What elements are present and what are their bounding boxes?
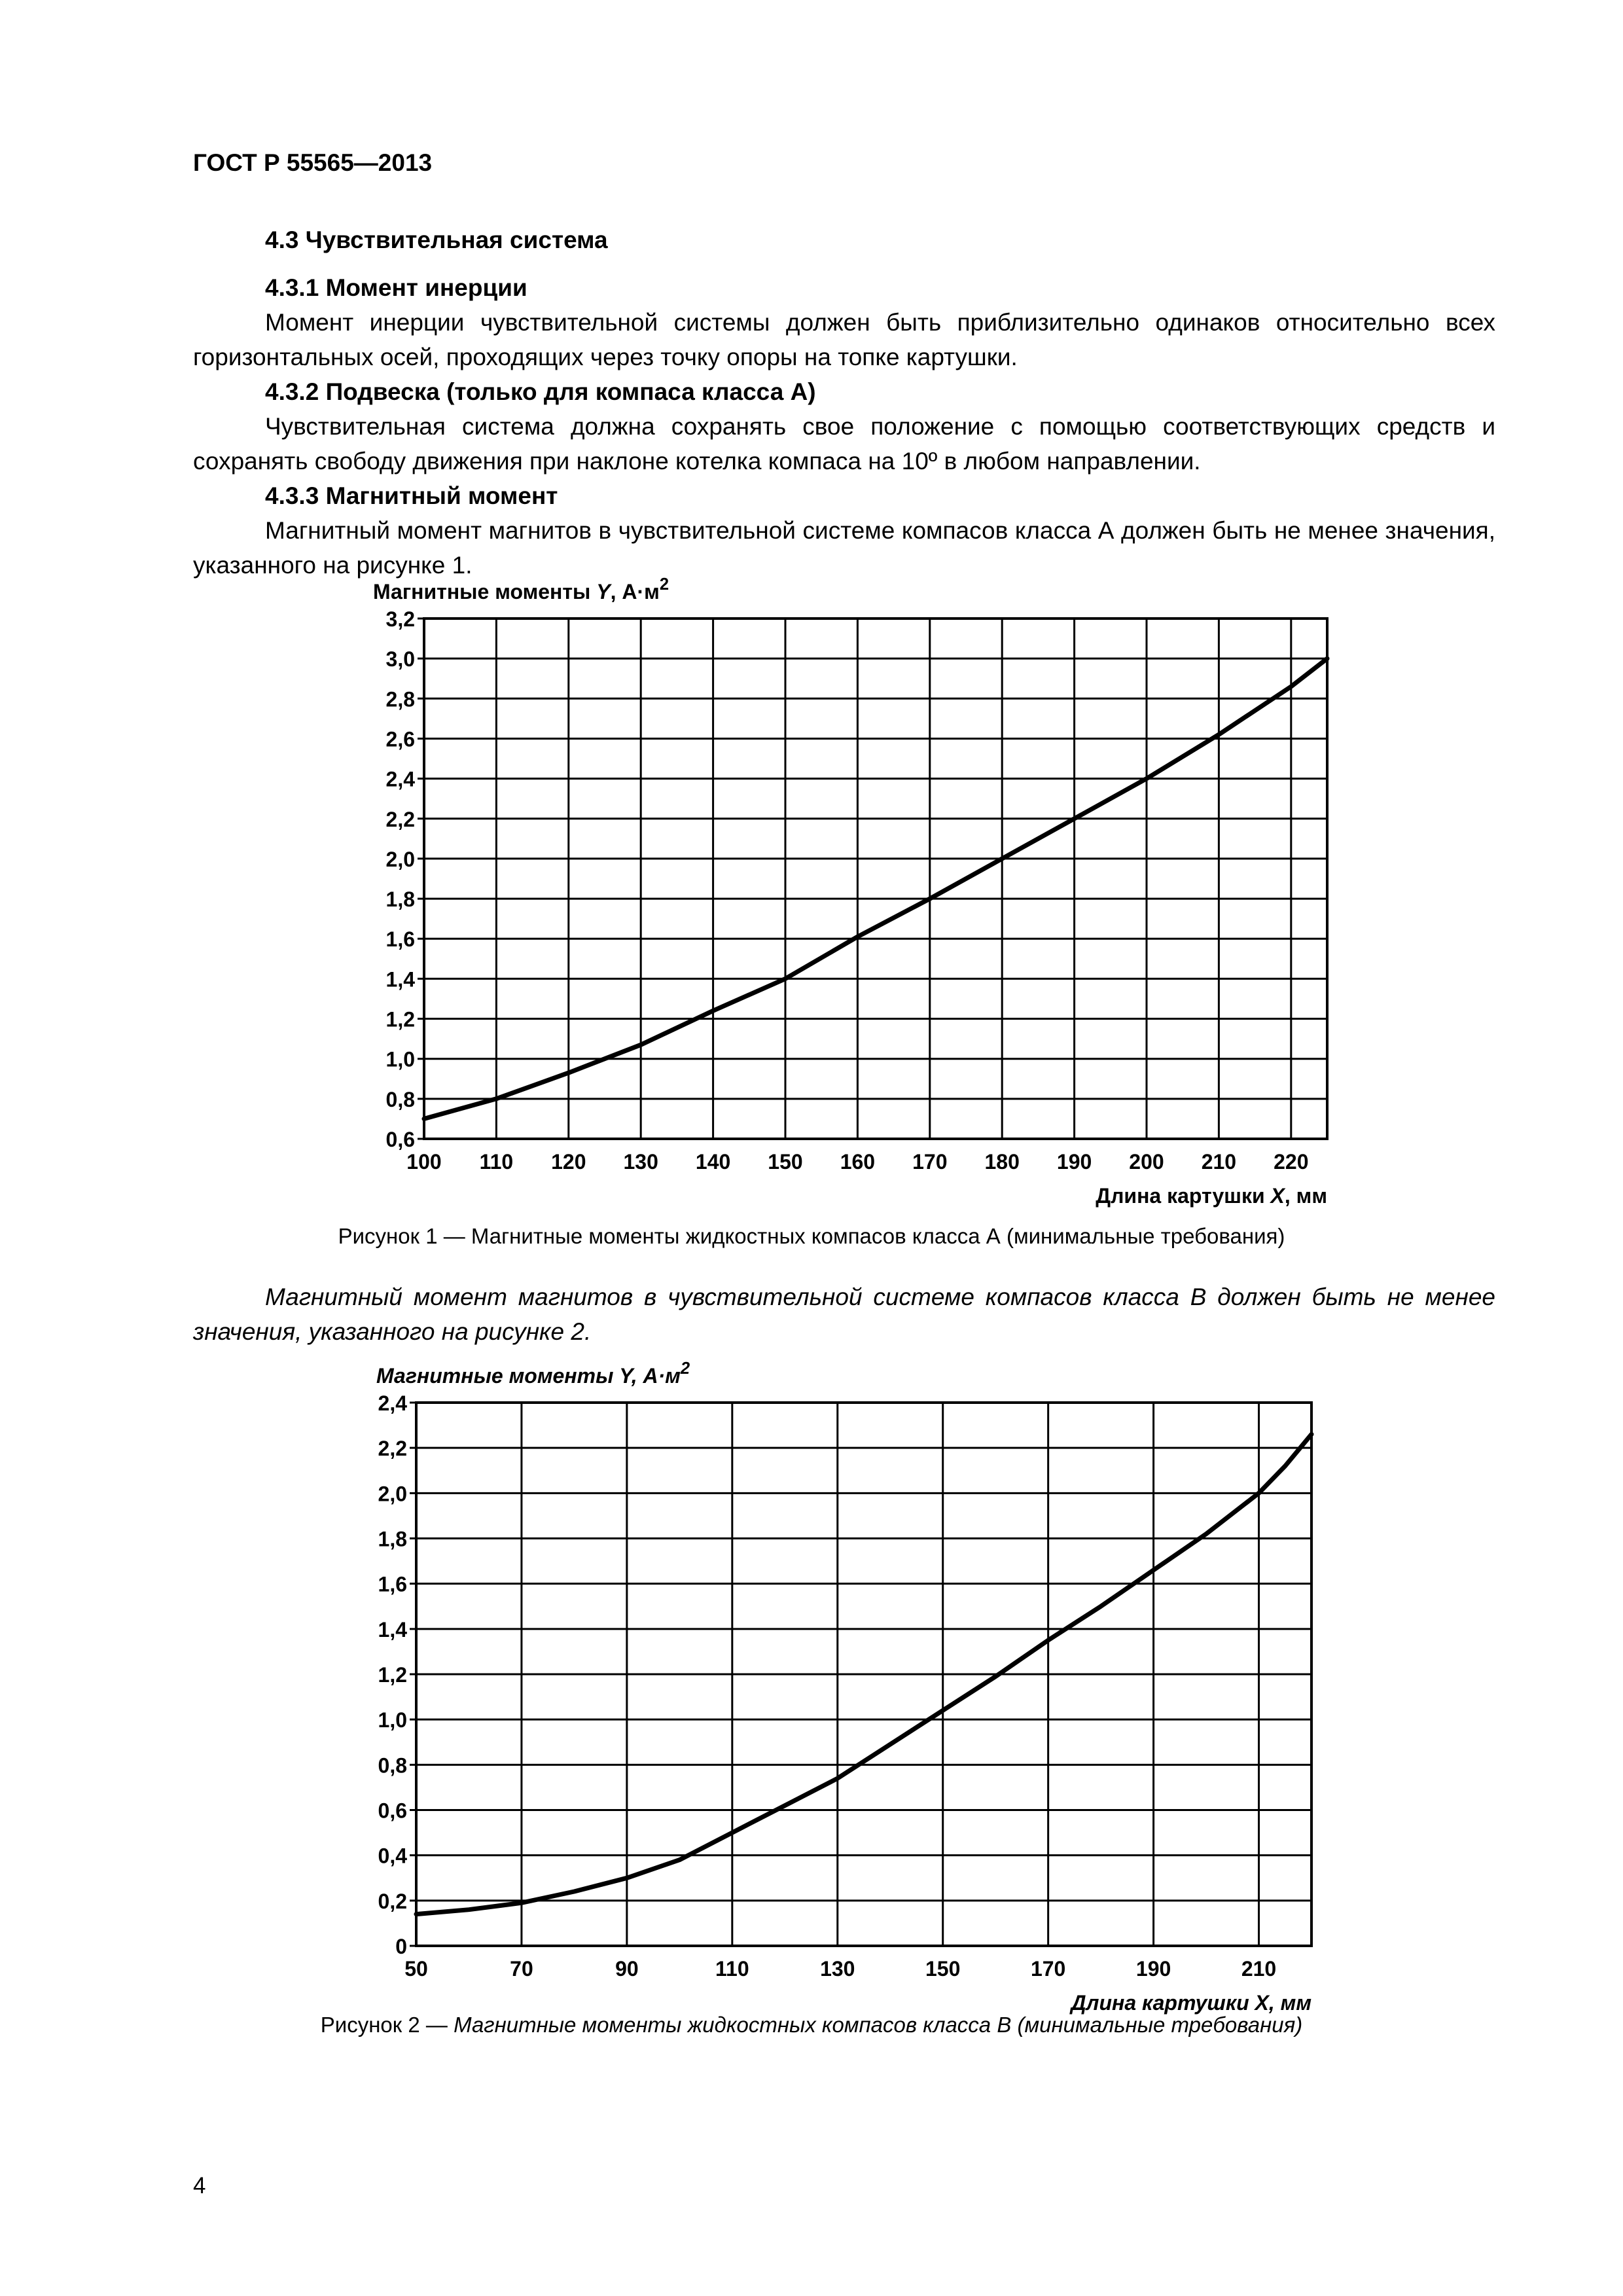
- section-heading-4-3-3: 4.3.3 Магнитный момент: [265, 482, 558, 509]
- y-tick-label: 2,0: [378, 1482, 407, 1506]
- x-tick-label: 130: [820, 1957, 855, 1981]
- y-tick-label: 2,4: [385, 767, 415, 791]
- x-axis-label: Длина картушки X, мм: [1071, 1991, 1311, 2015]
- y-tick-label: 1,0: [378, 1708, 407, 1732]
- x-tick-label: 220: [1274, 1150, 1309, 1174]
- y-tick-label: 2,8: [385, 687, 415, 711]
- x-tick-label: 50: [404, 1957, 428, 1981]
- y-tick-label: 2,2: [378, 1437, 407, 1461]
- y-tick-label: 2,4: [378, 1391, 407, 1415]
- y-axis-label: Магнитные моменты Y, $А\cdot м^2$: [376, 1359, 690, 1388]
- y-tick-label: 1,8: [378, 1527, 407, 1551]
- x-tick-label: 120: [551, 1150, 586, 1174]
- y-tick-label: 0,2: [378, 1889, 407, 1913]
- y-tick-label: 0: [395, 1935, 407, 1958]
- figure-2-caption-text: Магнитные моменты жидкостных компасов класса В (минимальные требования): [454, 2013, 1303, 2037]
- x-axis-label: Длина картушки X, мм: [1096, 1184, 1327, 1208]
- y-tick-label: 3,2: [385, 607, 415, 631]
- document-header: ГОСТ Р 55565—2013: [193, 149, 433, 176]
- x-tick-label: 200: [1129, 1150, 1164, 1174]
- y-tick-label: 3,0: [385, 647, 415, 672]
- y-tick-label: 1,2: [378, 1663, 407, 1687]
- paragraph-4-3-3: Магнитный момент магнитов в чувствительной системе компасов класса А должен быть не менее значения, указанного на рисунке 1.: [193, 517, 1495, 579]
- x-tick-label: 170: [1030, 1957, 1066, 1981]
- figure-1-caption: Рисунок 1 — Магнитные моменты жидкостных компасов класса А (минимальные требования): [338, 1224, 1285, 1248]
- y-axis-label: Магнитные моменты Y, $А\cdot м^2$: [373, 575, 669, 603]
- y-tick-label: 1,6: [378, 1572, 407, 1596]
- y-tick-label: 1,2: [385, 1007, 415, 1031]
- x-tick-label: 170: [912, 1150, 948, 1174]
- x-tick-label: 190: [1056, 1150, 1092, 1174]
- y-tick-label: 0,8: [385, 1087, 415, 1111]
- x-tick-label: 70: [510, 1957, 533, 1981]
- paragraph-4-3-1: Момент инерции чувствительной системы должен быть приблизительно одинаков относительно всех горизонтальных осей, проходящих через точку опоры на топке картушки.: [193, 309, 1495, 370]
- y-tick-label: 0,4: [378, 1844, 407, 1868]
- paragraph-4-3-2: Чувствительная система должна сохранять свое положение с помощью соответствующих средств и сохранять свободу движения при наклоне котелка компаса на 10º в любом направлении.: [193, 413, 1495, 475]
- y-tick-label: 2,6: [385, 727, 415, 751]
- x-tick-label: 190: [1135, 1957, 1171, 1981]
- section-heading-4-3-1: 4.3.1 Момент инерции: [265, 274, 527, 301]
- section-heading-4-3-2: 4.3.2 Подвеска (только для компаса класса А): [265, 378, 816, 405]
- section-heading-4-3: 4.3 Чувствительная система: [265, 226, 608, 253]
- y-tick-label: 1,8: [385, 888, 415, 912]
- y-tick-label: 1,0: [385, 1047, 415, 1071]
- x-tick-label: 90: [615, 1957, 639, 1981]
- y-tick-label: 1,4: [378, 1617, 407, 1641]
- y-tick-label: 0,6: [385, 1128, 415, 1151]
- x-tick-label: 110: [715, 1957, 749, 1981]
- y-tick-label: 1,6: [385, 927, 415, 952]
- y-tick-label: 1,4: [385, 967, 415, 992]
- chart-group: [376, 1359, 1311, 2015]
- page-number: 4: [193, 2173, 206, 2198]
- x-tick-label: 160: [840, 1150, 876, 1174]
- figure-2-caption-prefix: Рисунок 2 —: [320, 2013, 454, 2037]
- x-tick-label: 180: [984, 1150, 1020, 1174]
- y-tick-label: 0,8: [378, 1753, 407, 1778]
- x-tick-label: 100: [406, 1150, 442, 1174]
- x-tick-label: 150: [925, 1957, 961, 1981]
- y-tick-label: 2,0: [385, 847, 415, 871]
- x-tick-label: 130: [623, 1150, 658, 1174]
- paragraph-class-b: Магнитный момент магнитов в чувствительной системе компасов класса В должен быть не менее значения, указанного на рисунке 2.: [193, 1283, 1495, 1345]
- y-tick-label: 2,2: [385, 807, 415, 831]
- x-tick-label: 150: [768, 1150, 803, 1174]
- x-tick-label: 110: [479, 1150, 514, 1174]
- x-tick-label: 140: [695, 1150, 731, 1174]
- y-tick-label: 0,6: [378, 1799, 407, 1823]
- x-tick-label: 210: [1241, 1957, 1277, 1981]
- x-tick-label: 210: [1201, 1150, 1237, 1174]
- figure-2-caption: [0, 2013, 1623, 2037]
